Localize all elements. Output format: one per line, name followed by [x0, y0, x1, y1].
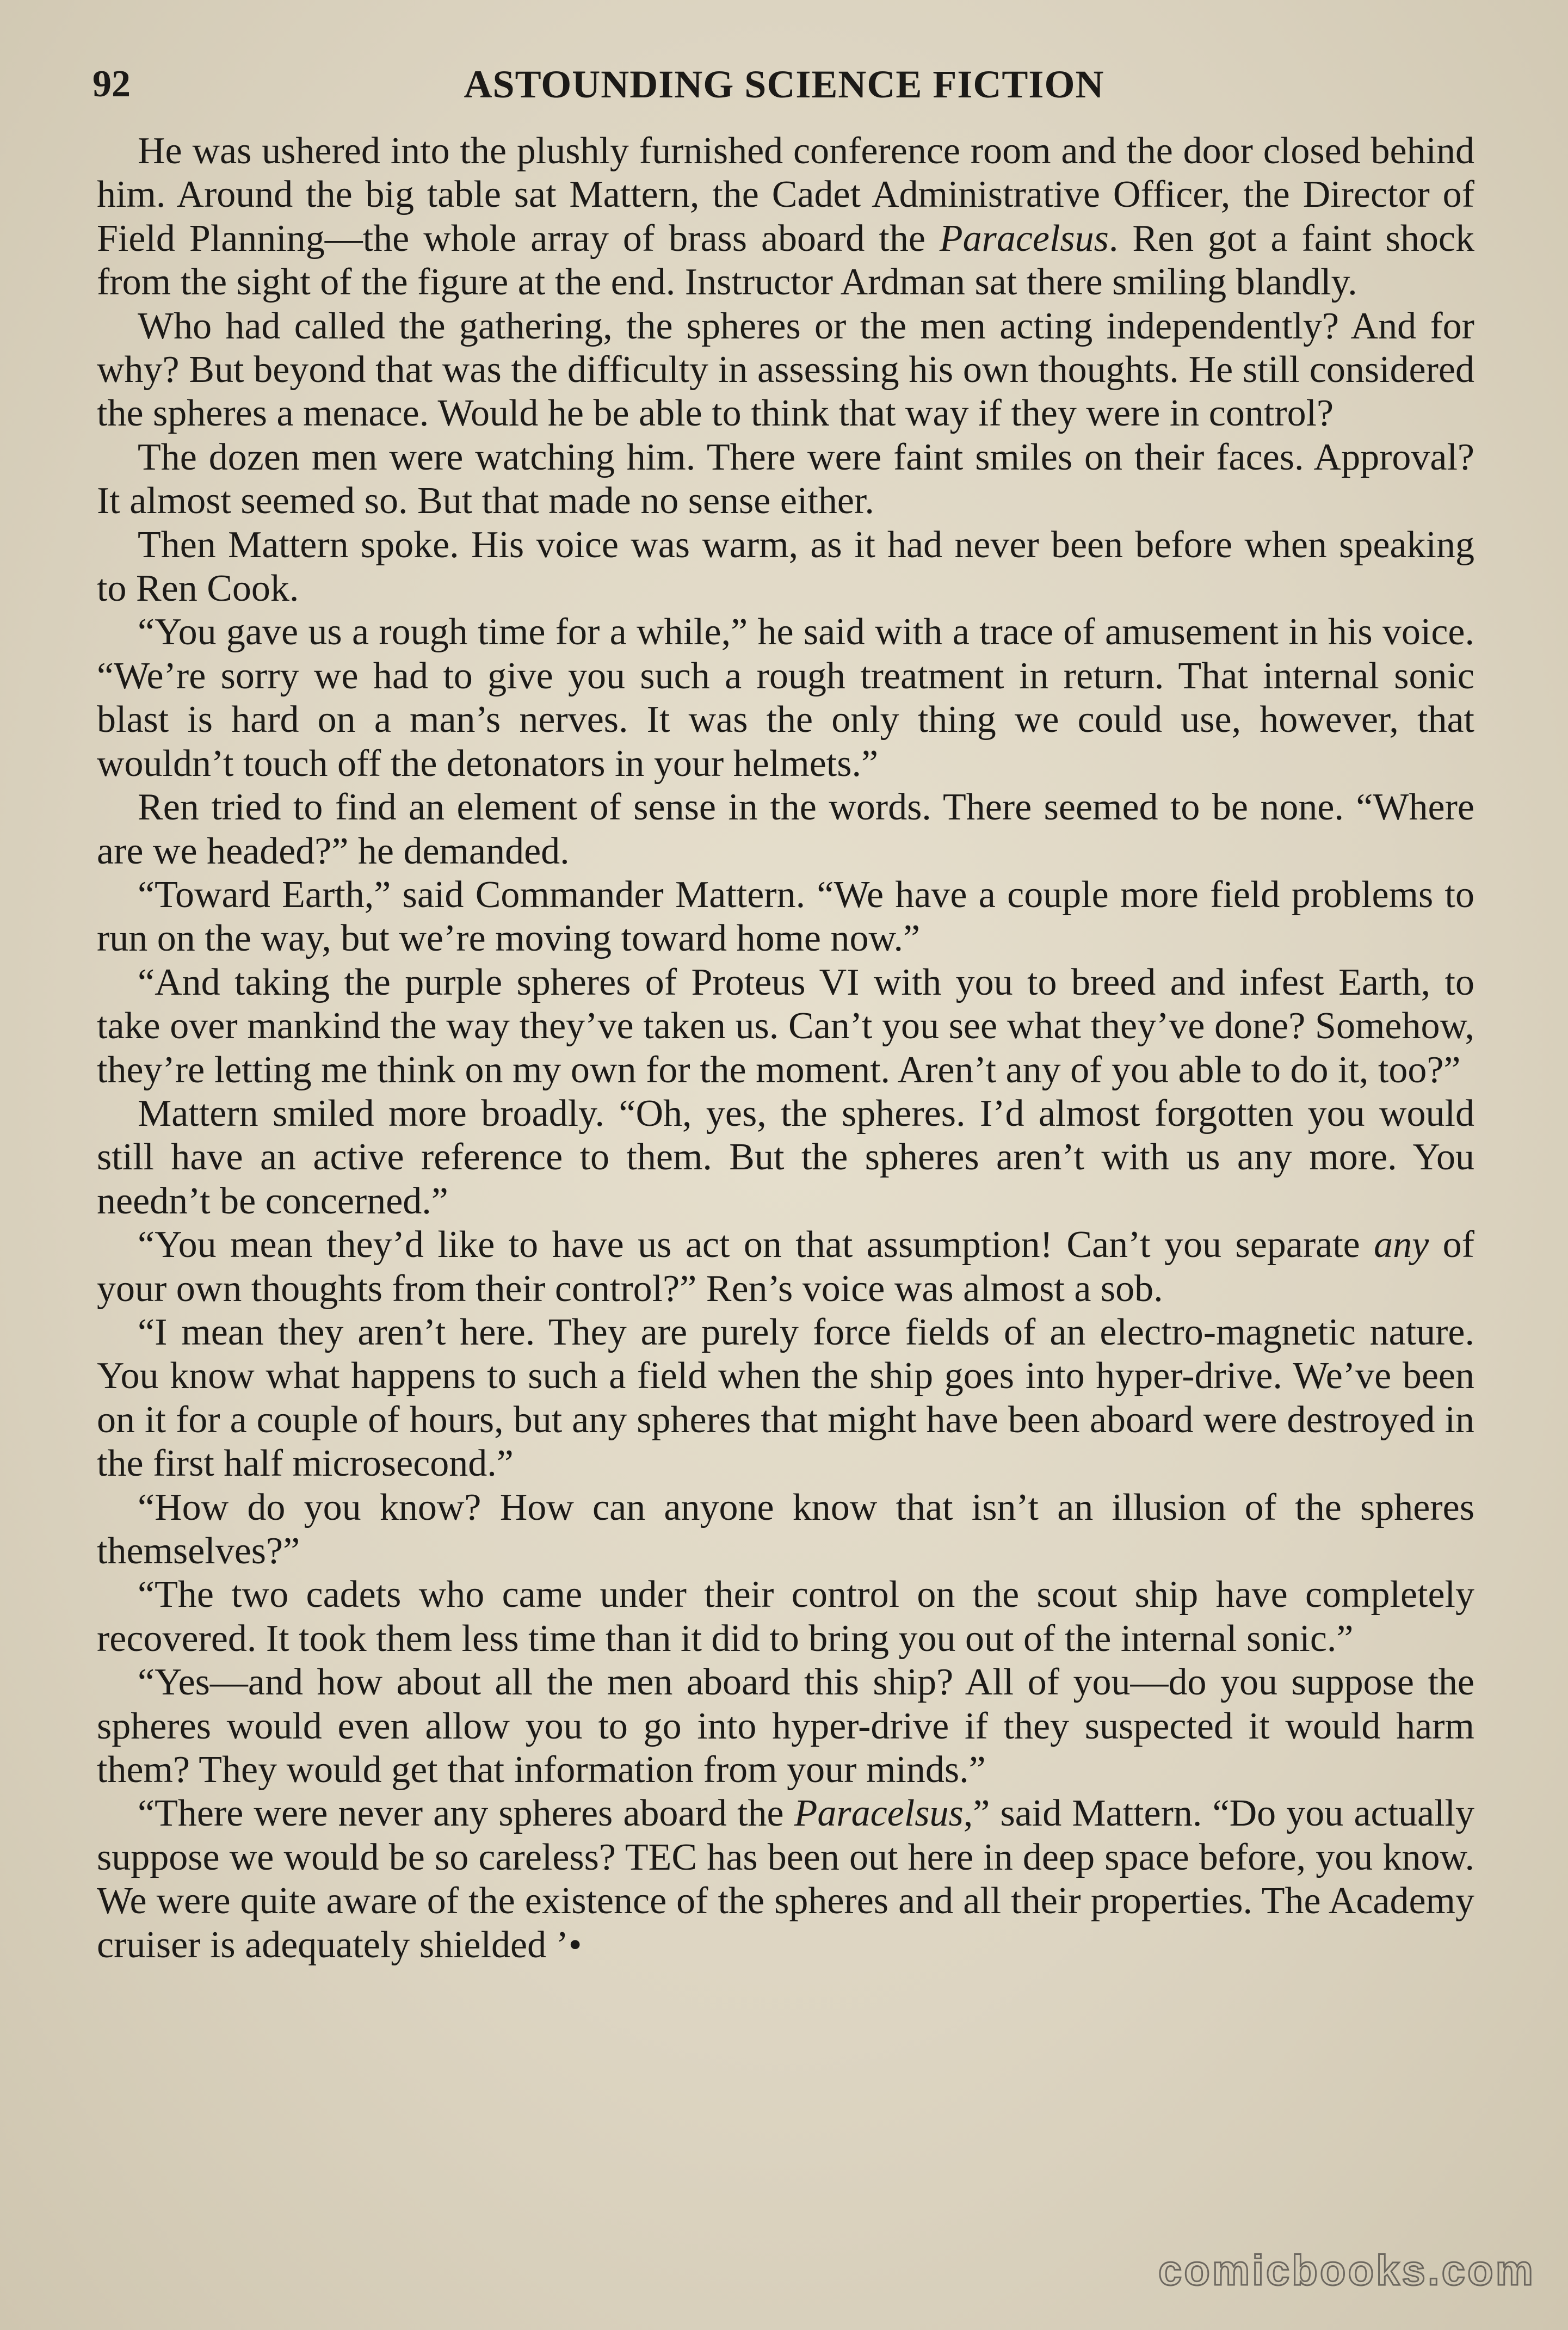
paragraph — [97, 1311, 1474, 1486]
paragraph-text: “You mean they’d like to have us act on that assumption! Can’t you separate — [138, 1224, 1374, 1266]
paragraph-text: “And taking the purple spheres of Proteus VI with you to breed and infest Earth, to take over mankind the way they’ve taken us. Can’t you see what they’ve done? Somehow, they’re letting me think on my own for the moment. Aren’t any of you able to do it, too?” — [97, 961, 1474, 1091]
paragraph-text: . Ren got a faint shock from the sight of the figure at the end. Instructor Ardman sat there smiling blandly. — [97, 217, 1474, 304]
paragraph — [97, 1792, 1474, 1967]
paragraph-text: The dozen men were watching him. There were faint smiles on their faces. Approval? It almost seemed so. But that made no sense either. — [97, 436, 1474, 522]
paragraph — [97, 1661, 1474, 1792]
paragraph-text: “There were never any spheres aboard the — [138, 1792, 794, 1835]
paragraph — [97, 523, 1474, 611]
paragraph-text: “Yes—and how about all the men aboard this ship? All of you—do you suppose the spheres would even allow you to go into hyper-drive if they suspected it would harm them? They would get that information from your minds.” — [97, 1661, 1474, 1791]
paragraph-text: Then Mattern spoke. His voice was warm, as it had never been before when speaking to Ren Cook. — [97, 523, 1474, 610]
paragraph — [97, 786, 1474, 873]
running-head: ASTOUNDING SCIENCE FICTION — [464, 63, 1104, 106]
page-number: 92 — [92, 63, 131, 105]
paragraph — [97, 611, 1474, 786]
paragraph-text: of your own thoughts from their control?” Ren’s voice was almost a sob. — [97, 1224, 1474, 1310]
paragraph — [97, 1486, 1474, 1574]
paragraph — [97, 873, 1474, 961]
paragraph — [97, 961, 1474, 1092]
paragraph-text: Who had called the gathering, the spheres or the men acting independently? And for why? But beyond that was the difficulty in assessing his own thoughts. He still considered the spheres a menace. Would he be able to think that way if they were in control? — [97, 305, 1474, 435]
watermark: comicbooks.com — [1158, 2246, 1535, 2294]
paragraph — [97, 1092, 1474, 1223]
italic-text: Paracelsus — [939, 217, 1109, 260]
paragraph-text: “You gave us a rough time for a while,” he said with a trace of amusement in his voice. “We’re sorry we had to give you such a rough treatment in return. That internal sonic blast is hard on a man’s nerves. It was the only thing we could use, however, that wouldn’t touch off the detonators in your helmets.” — [97, 611, 1474, 785]
paragraph-text: “Toward Earth,” said Commander Mattern. “We have a couple more field problems to run on the way, but we’re moving toward home now.” — [97, 873, 1474, 960]
paragraph-text: Ren tried to find an element of sense in the words. There seemed to be none. “Where are we headed?” he demanded. — [97, 786, 1474, 872]
paragraph-text: He was ushered into the plushly furnished conference room and the door closed behind him. Around the big table sat Mattern, the Cadet Administrative Officer, the Director of Field Planning—the whole array of brass aboard the — [97, 130, 1474, 260]
italic-text: Paracelsus — [794, 1792, 964, 1835]
story-text — [97, 130, 1474, 1967]
page-header — [92, 60, 1476, 109]
paragraph-text: Mattern smiled more broadly. “Oh, yes, the spheres. I’d almost forgotten you would still have an active reference to them. But the spheres aren’t with us any more. You needn’t be concerned.” — [97, 1092, 1474, 1222]
paragraph — [97, 436, 1474, 523]
paragraph — [97, 1223, 1474, 1311]
paragraph-text: ,” said Mattern. “Do you actually suppose we would be so careless? TEC has been out here in deep space before, you know. We were quite aware of the existence of the spheres and all their properties. The Academy cruiser is adequately shielded ’• — [97, 1792, 1475, 1966]
paragraph-text: “The two cadets who came under their control on the scout ship have completely recovered. It took them less time than it did to bring you out of the internal sonic.” — [97, 1574, 1474, 1660]
paragraph — [97, 130, 1474, 305]
paragraph — [97, 305, 1474, 436]
paragraph-text: “I mean they aren’t here. They are purely force fields of an electro-magnetic nature. You know what happens to such a field when the ship goes into hyper-drive. We’ve been on it for a couple of hours, but any spheres that might have been aboard were destroyed in the first half microsecond.” — [97, 1311, 1474, 1485]
paragraph-text: “How do you know? How can anyone know that isn’t an illusion of the spheres themselves?” — [97, 1486, 1474, 1572]
italic-text: any — [1374, 1224, 1429, 1266]
paragraph — [97, 1573, 1474, 1661]
